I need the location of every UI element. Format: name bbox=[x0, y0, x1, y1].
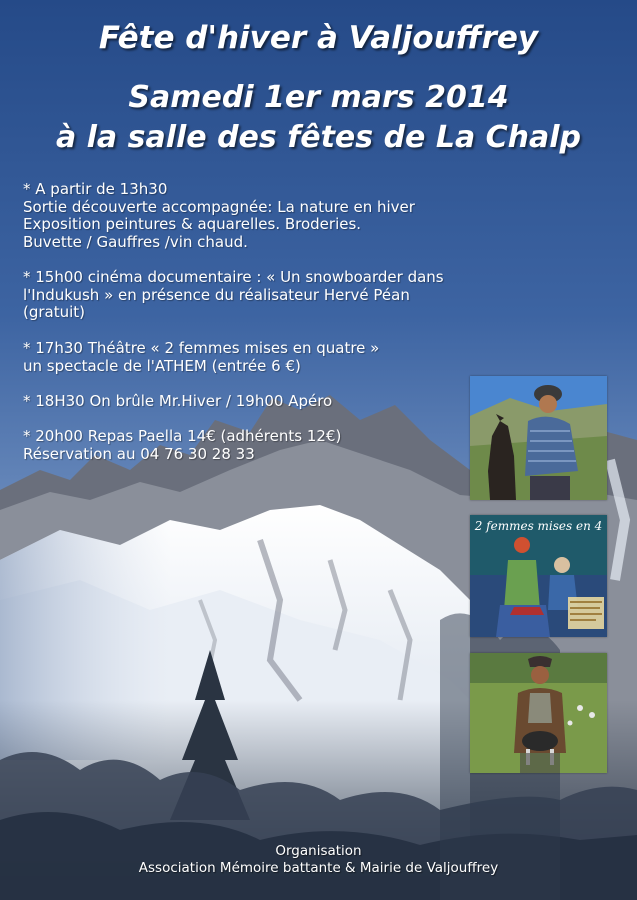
program-afternoon bbox=[23, 181, 463, 251]
program-line: * 18H30 On brûle Mr.Hiver / 19h00 Apéro bbox=[23, 392, 333, 410]
program-line: un spectacle de l'ATHEM (entrée 6 €) bbox=[23, 356, 301, 375]
theatre-poster-title: 2 femmes mises en 4 bbox=[474, 519, 603, 533]
organiser-names: Association Mémoire battante & Mairie de Valjouffrey bbox=[138, 860, 499, 876]
program-line: * 15h00 cinéma documentaire : « Un snowboarder dans bbox=[23, 268, 444, 286]
program-line: Exposition peintures & aquarelles. Broderies. bbox=[23, 215, 362, 233]
program-line: Buvette / Gauffres /vin chaud. bbox=[23, 232, 248, 251]
program-line: Sortie découverte accompagnée: La nature en hiver bbox=[23, 197, 415, 216]
organiser-label: Organisation bbox=[275, 843, 362, 859]
program-line: * 17h30 Théâtre « 2 femmes mises en quatre » bbox=[23, 339, 380, 357]
program-cinema bbox=[23, 269, 463, 322]
program-bonfire bbox=[23, 393, 463, 411]
program-line: l'Indukush » en présence du réalisateur Hervé Péan bbox=[23, 285, 410, 304]
theatre-poster-photo bbox=[470, 515, 607, 637]
program-line: (gratuit) bbox=[23, 303, 86, 321]
event-date: Samedi 1er mars 2014 bbox=[128, 80, 509, 115]
rider-photo bbox=[470, 376, 607, 500]
herder-photo bbox=[470, 653, 607, 773]
program-line: * 20h00 Repas Paella 14€ (adhérents 12€) bbox=[23, 427, 342, 445]
event-venue: à la salle des fêtes de La Chalp bbox=[55, 120, 582, 155]
program-line: * A partir de 13h30 bbox=[23, 180, 168, 198]
program-dinner bbox=[23, 428, 463, 463]
program-theatre bbox=[23, 340, 463, 375]
poster-title: Fête d'hiver à Valjouffrey bbox=[98, 20, 539, 56]
program-line: Réservation au 04 76 30 28 33 bbox=[23, 444, 255, 463]
